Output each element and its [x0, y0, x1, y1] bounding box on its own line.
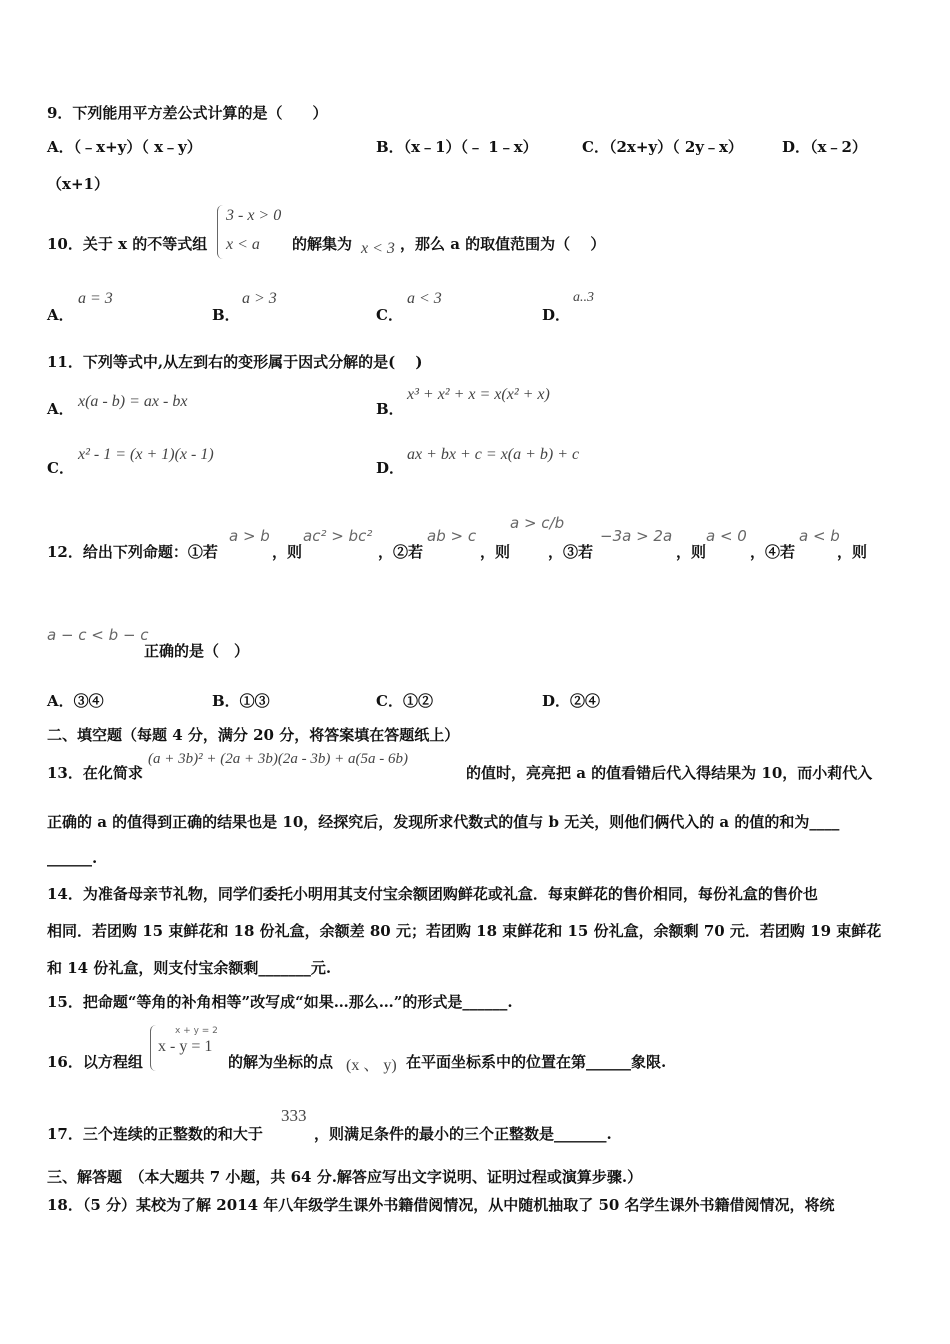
- q9-option-c: C．（2x+y）（ 2y﹣x）: [582, 138, 743, 156]
- q17-pre: 17．三个连续的正整数的和大于: [47, 1125, 263, 1143]
- q16-point: (x 、 y): [346, 1057, 397, 1074]
- q10-option-d-label: D．: [542, 306, 571, 324]
- q13-post: 的值时，亮亮把 a 的值看错后代入得结果为 10，而小莉代入: [466, 764, 873, 782]
- q10-option-c-math: a < 3: [407, 290, 442, 307]
- q16-system-eq2: x - y = 1: [158, 1038, 213, 1055]
- q12-math-8: a − c < b − c: [47, 626, 149, 644]
- q16-mid: 的解为坐标的点: [228, 1053, 334, 1071]
- q14-line-3: 和 14 份礼盒，则支付宝余额剩_______元.: [47, 959, 332, 977]
- q10-option-a-math: a = 3: [78, 290, 113, 307]
- q12-text-2: ，②若: [378, 543, 424, 561]
- q10-option-b-math: a > 3: [242, 290, 277, 307]
- q11-stem: 11．下列等式中,从左到右的变形属于因式分解的是( ): [47, 353, 423, 371]
- q11-option-b-label: B．: [376, 400, 404, 418]
- q13-expression: (a + 3b)² + (2a + 3b)(2a - 3b) + a(5a - 6b): [148, 751, 408, 767]
- q17-post: ，则满足条件的最小的三个正整数是_______.: [314, 1125, 612, 1143]
- q12-option-c: C．①②: [376, 692, 433, 710]
- q10-stem-pre: 10．关于 x 的不等式组: [47, 235, 208, 253]
- q12-option-d: D．②④: [542, 692, 601, 710]
- q10-system-brace: [217, 205, 224, 259]
- q9-option-a: A．（﹣x+y）（ x﹣y）: [47, 138, 202, 156]
- q13-pre: 13．在化简求: [47, 764, 143, 782]
- q12-text-1: ，则: [272, 543, 303, 561]
- q12-math-7: a < b: [799, 527, 840, 545]
- q10-solution-set: x < 3: [361, 240, 395, 257]
- q12-text-3: ，则: [480, 543, 511, 561]
- q10-stem-mid: 的解集为: [292, 235, 353, 253]
- q12-text-8: 正确的是（ ）: [144, 642, 250, 660]
- q16-pre: 16．以方程组: [47, 1053, 143, 1071]
- q11-option-b-math: x³ + x² + x = x(x² + x): [407, 386, 550, 403]
- q12-math-6: a < 0: [706, 527, 747, 545]
- q11-option-a-math: x(a - b) = ax - bx: [78, 393, 188, 410]
- q12-text-0: 12．给出下列命题：①若: [47, 543, 218, 561]
- q14-line-2: 相同．若团购 15 束鲜花和 18 份礼盒，余额差 80 元；若团购 18 束鲜花和 15 份礼盒，余额剩 70 元．若团购 19 束鲜花: [47, 922, 882, 940]
- section-2-heading: 二、填空题（每题 4 分，满分 20 分，将答案填在答题纸上）: [47, 726, 460, 744]
- q12-math-5: −3a > 2a: [600, 527, 673, 545]
- q9-option-b: B．（x﹣1）（﹣ 1﹣x）: [376, 138, 538, 156]
- section-3-heading: 三、解答题 （本大题共 7 小题，共 64 分.解答应写出文字说明、证明过程或演算步骤.）: [47, 1168, 643, 1186]
- q18-stem: 18．（5 分）某校为了解 2014 年八年级学生课外书籍借阅情况，从中随机抽取了 50 名学生课外书籍借阅情况，将统: [47, 1196, 835, 1214]
- q17-number: 333: [281, 1106, 307, 1125]
- q12-text-4: ，③若: [548, 543, 594, 561]
- q12-math-2: ac² > bc²: [303, 527, 373, 545]
- q14-line-1: 14．为准备母亲节礼物，同学们委托小明用其支付宝余额团购鲜花或礼盒．每束鲜花的售价相同，每份礼盒的售价也: [47, 885, 818, 903]
- q11-option-d-math: ax + bx + c = x(a + b) + c: [407, 446, 580, 463]
- q13-line-3: ______.: [47, 849, 98, 867]
- q10-option-b-label: B．: [212, 306, 240, 324]
- q11-option-c-label: C．: [47, 459, 74, 477]
- q10-system-eq1: 3 - x > 0: [226, 207, 282, 224]
- q9-option-d-continued: （x+1）: [47, 175, 109, 193]
- q11-option-c-math: x² - 1 = (x + 1)(x - 1): [78, 446, 214, 463]
- q10-stem-post: ，那么 a 的取值范围为（ ）: [400, 235, 606, 253]
- q12-option-a: A．③④: [47, 692, 104, 710]
- q12-text-5: ，则: [676, 543, 707, 561]
- q9-option-d: D．（x﹣2）: [782, 138, 867, 156]
- q16-post: 在平面坐标系中的位置在第______象限.: [406, 1053, 667, 1071]
- q10-system-eq2: x < a: [226, 236, 260, 253]
- q12-math-4: a > c/b: [510, 514, 565, 532]
- q12-option-b: B．①③: [212, 692, 270, 710]
- q15-stem: 15．把命题“等角的补角相等”改写成“如果…那么…”的形式是______.: [47, 993, 513, 1011]
- q11-option-a-label: A．: [47, 400, 74, 418]
- q10-option-c-label: C．: [376, 306, 403, 324]
- q12-text-7: ，则: [837, 543, 868, 561]
- q12-math-1: a > b: [229, 527, 270, 545]
- q9-stem: 9．下列能用平方差公式计算的是（ ）: [47, 104, 328, 122]
- q12-math-3: ab > c: [427, 527, 477, 545]
- q16-system-eq1: x + y = 2: [175, 1026, 218, 1036]
- q10-option-d-math: a..3: [573, 290, 594, 305]
- q10-option-a-label: A．: [47, 306, 74, 324]
- q13-line-2: 正确的 a 的值得到正确的结果也是 10，经探究后，发现所求代数式的值与 b 无关，则他们俩代入的 a 的值的和为____: [47, 813, 840, 831]
- q11-option-d-label: D．: [376, 459, 405, 477]
- q16-system-brace: [150, 1025, 157, 1071]
- q12-text-6: ，④若: [750, 543, 796, 561]
